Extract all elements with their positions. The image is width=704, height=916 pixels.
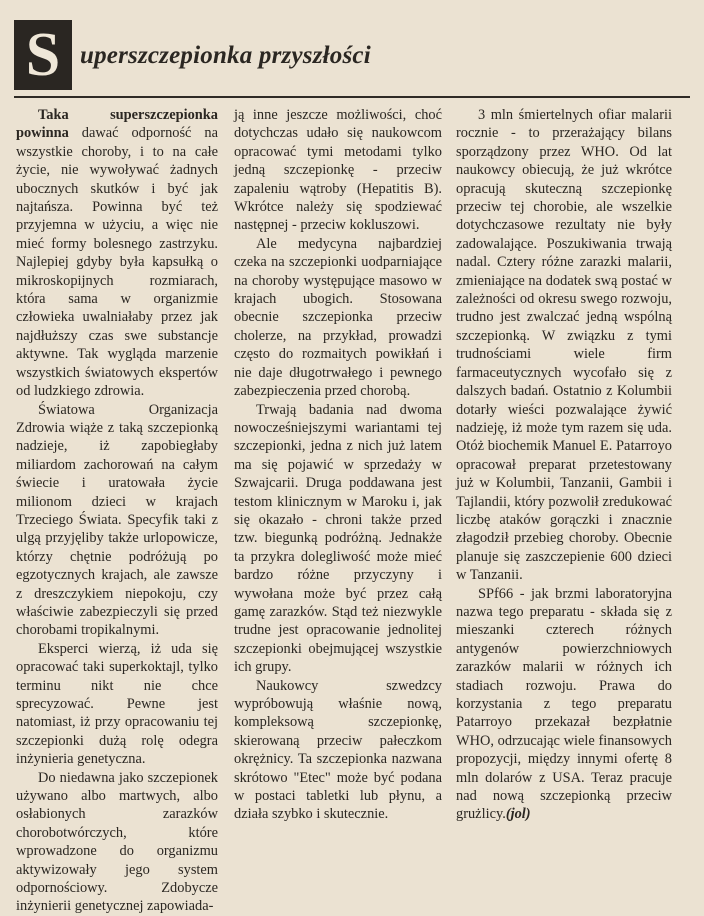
column-3 [456,106,672,824]
col1-paragraph-1 [16,106,218,401]
col3-p2-text: SPf66 - jak brzmi laboratoryjna nazwa tego preparatu - składa się z mieszanki czterech różnych antygenów powierzchniowych zarazków malarii w różnych ich stadiach rozwoju. Prawa do korzystania z tego preparatu Patarroyo przekazał bezpłatnie WHO, odrzucając wiele finansowych propozycji, między innymi ofertę 8 mln dolarów z USA. Teraz pracuje nad nową szczepionką przeciw grużlicy. [456,585,672,823]
column-1 [16,106,218,916]
article-title: uperszczepionka przyszłości [80,42,371,69]
col1-paragraph-3: Eksperci wierzą, iż uda się opracować taki superkoktajl, tylko terminu nikt nie chce sprecyzować. Pewne jest natomiast, iż przy opracowaniu tej szczepionki dużą rolę odegra inżynieria genetyczna. [16,640,218,768]
dropcap-letter: S [25,21,61,89]
col1-p1-text: dawać odporność na wszystkie choroby, i to na całe życie, nie wywoływać żadnych ubocznych skutków i być jak najtańsza. Powinna być też przyjemna w użyciu, a więc nie mieć formy bolesnego zastrzyku. Najlepiej gdyby była kapsułką o mikroskopijnych rozmiarach, która sama w organizmie człowieka uwalniałaby przez jak najdłuższy czas swe substancje aktywne. Tak wygląda marzenie wszystkich światowych ekspertów od ludzkiego zdrowia. [16,125,218,400]
col1-paragraph-2: Światowa Organizacja Zdrowia wiąże z taką szczepionką nadzieje, iż zapobiegłaby miliardom zachorowań na całym świecie i uratowała życie milionom dzieci w krajach Trzeciego Świata. Specyfik taki z ulgą przyjęliby także urlopowicze, którzy chętnie podróżują po egzotycznych krajach, ale zawsze z dreszczykiem niepokoju, czy właściwie zabezpieczyli się przed chorobami tropikalnymi. [16,401,218,639]
col2-paragraph-2: Ale medycyna najbardziej czeka na szczepionki uodparniające na choroby występujące masowo w krajach ubogich. Stosowana obecnie szczepionka przeciw cholerze, na przykład, prowadzi często do rozmaitych powikłań i nie daje długotrwałego i pewnego zabezpieczenia przed chorobą. [234,235,442,400]
col1-paragraph-4: Do niedawna jako szczepionek używano albo martwych, albo osłabionych zarazków chorobotwórczych, które wprowadzone do organizmu aktywizowały jego system odpornościowy. Zdobycze inżynierii genetycznej zapowiada- [16,769,218,915]
col2-paragraph-1: ją inne jeszcze możliwości, choć dotychczas udało się naukowcom opracować tymi metodami tylko jedną szczepionkę - przeciw zapaleniu wątroby (Hepatitis B). Wkrótce należy się spodziewać następnej - przeciw kokluszowi. [234,107,442,234]
column-2 [234,106,442,824]
col2-paragraph-4: Naukowcy szwedzcy wypróbowują właśnie nową, kompleksową szczepionkę, skierowaną przeciw pałeczkom okrężnicy. Ta szczepionka nazwana skrótowo "Etec" może być podana w postaci tabletki lub płynu, a działa szybko i skutecznie. [234,677,442,823]
title-rule [14,96,690,98]
col3-paragraph-2 [456,585,672,824]
author-signature: (jol) [505,806,531,823]
col3-paragraph-1: 3 mln śmiertelnych ofiar malarii rocznie - to przerażający bilans sporządzony przez WHO. Od lat naukowcy obiecują, że już wkrótce opracują skuteczną szczepionkę przeciw tej chorobie, ale wszelkie dotychczasowe rezultaty nie były zadowalające. Poszukiwania trwają nadal. Cztery różne zarazki malarii, zmieniające na dodatek swą postać w zależności od okresu swego rozwoju, trudno jest zwalczać jedną wspólną szczepionką. W związku z tymi trudnościami wiele firm farmaceutycznych wycofało się z dalszych badań. Ostatnio z Kolumbii dotarły wieści pozwalające żywić nadzieję, iż może tym razem się uda. Otóż biochemik Manuel E. Patarroyo opracował preparat przetestowany już w Kolumbii, Tanzanii, Gambii i Tajlandii, który pozwolił zredukować liczbę ataków gorączki i znacznie złagodził przebieg choroby. Obecnie planuje się zaszczepienie 600 dzieci w Tanzanii. [456,107,672,584]
dropcap-box [14,20,72,90]
col2-paragraph-3: Trwają badania nad dwoma nowocześniejszymi wariantami tej szczepionki, jedna z nich już latem ma się pojawić w sprzedaży w Szwajcarii. Druga poddawana jest testom klinicznym w Maroku i, jak się okazało - chroni także przed tzw. biegunką podróżną. Jednakże ta przykra dolegliwość może mieć bardzo różne przyczyny i wywołana może być przez całą gamę zarazków. Stąd też niezwykle trudne jest opracowanie jednolitej szczepionki obejmującej wszystkie ich grupy. [234,401,442,676]
lead-text: Taka superszczepionka powinna [16,107,218,142]
